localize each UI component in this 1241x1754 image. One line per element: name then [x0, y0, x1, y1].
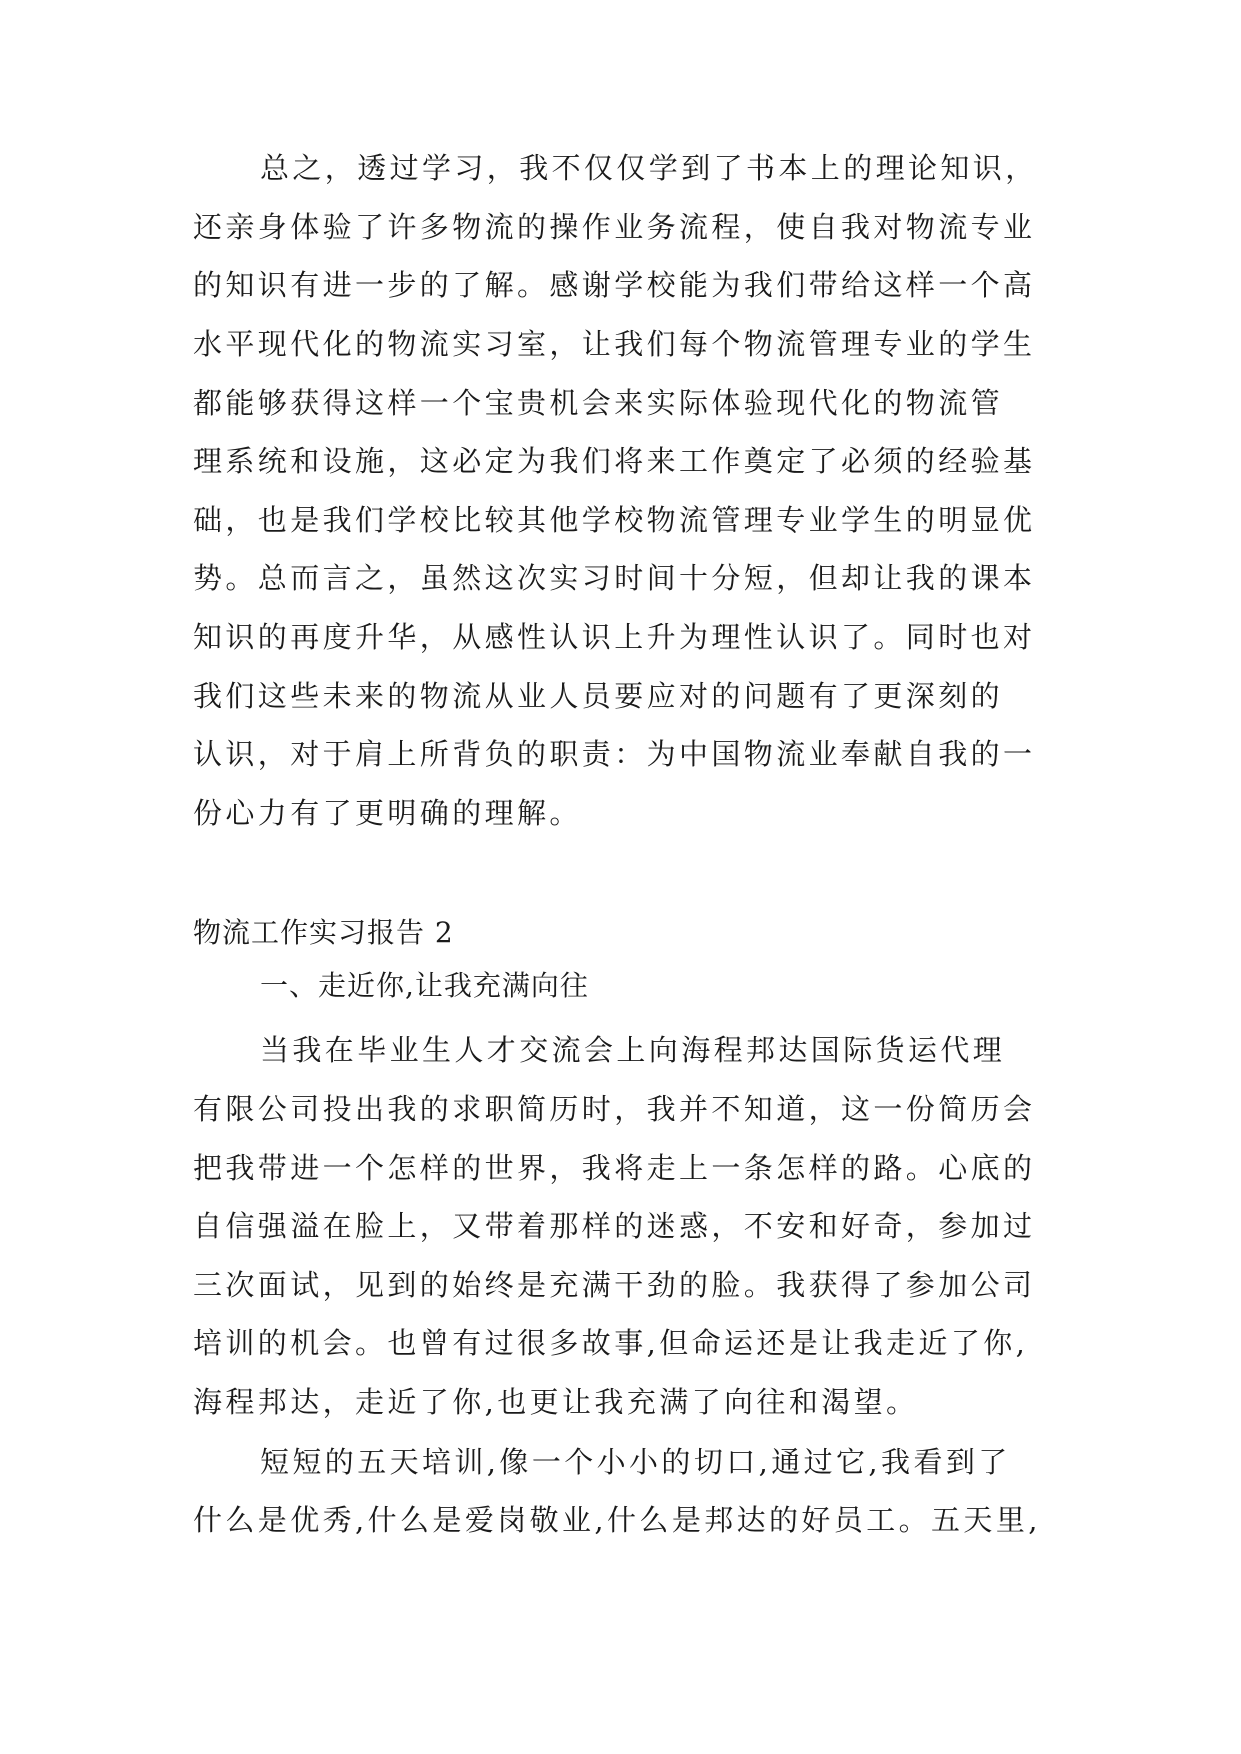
- text-line: 当我在毕业生人才交流会上向海程邦达国际货运代理: [260, 1033, 1006, 1067]
- text-line: 认识，对于肩上所背负的职责：为中国物流业奉献自我的一: [193, 737, 1036, 771]
- text-line: 还亲身体验了许多物流的操作业务流程，使自我对物流专业: [193, 210, 1036, 244]
- text-line: 我们这些未来的物流从业人员要应对的问题有了更深刻的: [193, 679, 1004, 713]
- text-line: 都能够获得这样一个宝贵机会来实际体验现代化的物流管: [193, 386, 1004, 420]
- text-line: 水平现代化的物流实习室，让我们每个物流管理专业的学生: [193, 327, 1036, 361]
- text-line: 知识的再度升华，从感性认识上升为理性认识了。同时也对: [193, 620, 1036, 654]
- text-line: 三次面试，见到的始终是充满干劲的脸。我获得了参加公司: [193, 1268, 1036, 1302]
- text-line: 把我带进一个怎样的世界，我将走上一条怎样的路。心底的: [193, 1151, 1036, 1185]
- text-line: 短短的五天培训,像一个小小的切口,通过它,我看到了: [260, 1445, 1011, 1479]
- text-line: 海程邦达，走近了你,也更让我充满了向往和渴望。: [193, 1385, 919, 1419]
- text-line: 总之，透过学习，我不仅仅学到了书本上的理论知识，: [260, 151, 1038, 185]
- text-line: 有限公司投出我的求职简历时，我并不知道，这一份简历会: [193, 1092, 1036, 1126]
- section-title: 物流工作实习报告 2: [193, 916, 454, 949]
- text-line: 理系统和设施，这必定为我们将来工作奠定了必须的经验基: [193, 444, 1036, 478]
- text-line: 势。总而言之，虽然这次实习时间十分短，但却让我的课本: [193, 561, 1036, 595]
- text-line: 培训的机会。也曾有过很多故事,但命运还是让我走近了你,: [193, 1326, 1029, 1360]
- text-line: 份心力有了更明确的理解。: [193, 796, 582, 830]
- text-line: 什么是优秀,什么是爱岗敬业,什么是邦达的好员工。五天里,: [193, 1503, 1041, 1537]
- text-line: 自信强溢在脸上，又带着那样的迷惑，不安和好奇，参加过: [193, 1209, 1036, 1243]
- text-line: 础，也是我们学校比较其他学校物流管理专业学生的明显优: [193, 503, 1036, 537]
- text-line: 的知识有进一步的了解。感谢学校能为我们带给这样一个高: [193, 268, 1036, 302]
- subheading: 一、走近你,让我充满向往: [260, 969, 589, 1002]
